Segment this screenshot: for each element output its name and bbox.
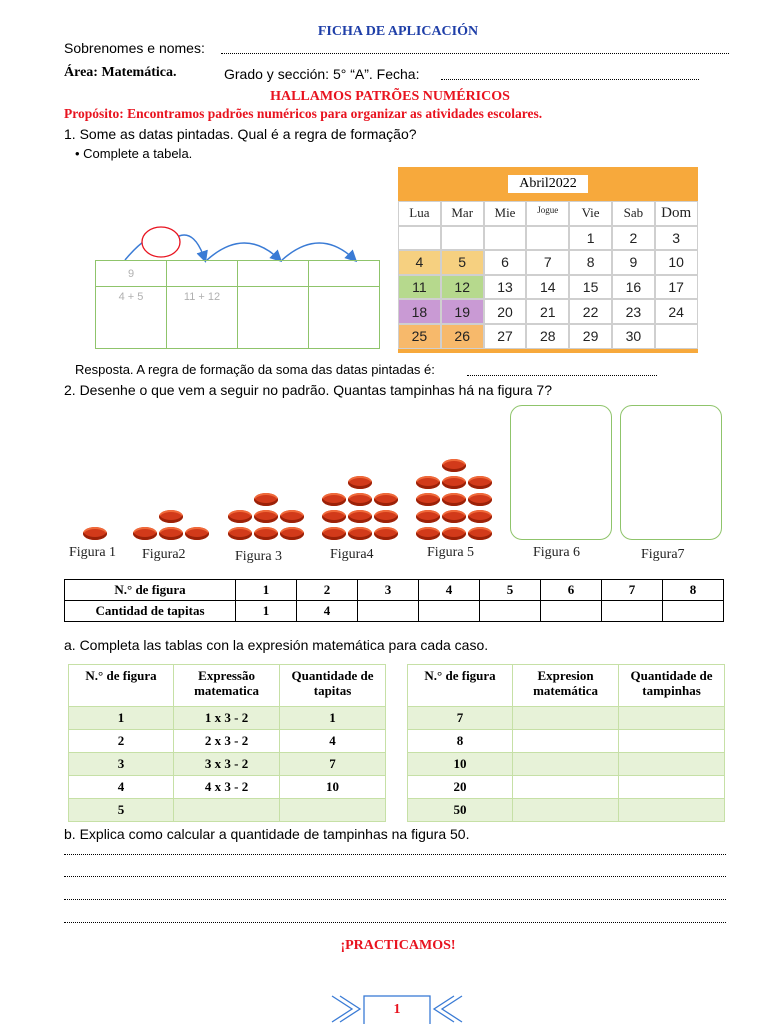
calendar-date: 28 — [526, 324, 569, 349]
bottle-cap — [254, 510, 278, 523]
calendar-date: 1 — [569, 226, 612, 251]
calendar-date: 5 — [441, 250, 484, 275]
bottle-cap — [83, 527, 107, 540]
calendar-day-header: Lua — [398, 201, 441, 226]
calendar-date: 24 — [655, 299, 698, 324]
figure-6-drawing-box[interactable] — [510, 405, 612, 540]
bottle-cap — [348, 493, 372, 506]
question-1: 1. Some as datas pintadas. Qual é a regra de formação? — [64, 126, 417, 142]
table-row — [408, 730, 725, 753]
figure-cell: 3 — [69, 753, 174, 776]
table-row — [408, 753, 725, 776]
expression-cell[interactable] — [513, 776, 619, 799]
bottle-cap — [416, 476, 440, 489]
quantity-cell[interactable]: 4 — [280, 730, 386, 753]
figure-cell: 10 — [408, 753, 513, 776]
question-2: 2. Desenhe o que vem a seguir no padrão. Quantas tampinhas há na figura 7? — [64, 382, 552, 398]
sum-cell[interactable] — [238, 261, 309, 287]
calendar-day-header: Dom — [655, 201, 698, 226]
calendar-date: 21 — [526, 299, 569, 324]
row-label: Cantidad de tapitas — [65, 601, 236, 622]
figure-cell: 5 — [69, 799, 174, 822]
row-label: N.° de figura — [65, 580, 236, 601]
figure-number: 2 — [297, 580, 358, 601]
table-row — [69, 753, 386, 776]
table-row — [69, 799, 386, 822]
bottle-cap — [468, 493, 492, 506]
sum-cell[interactable] — [309, 261, 380, 287]
calendar-date: 26 — [441, 324, 484, 349]
calendar-date: 9 — [612, 250, 655, 275]
figure-number: 4 — [419, 580, 480, 601]
bottle-cap — [374, 527, 398, 540]
figure-7-drawing-box[interactable] — [620, 405, 722, 540]
expression-cell[interactable]: 4 x 3 - 2 — [174, 776, 280, 799]
calendar-date: 22 — [569, 299, 612, 324]
figure-cell: 4 — [69, 776, 174, 799]
bottle-cap — [185, 527, 209, 540]
bottle-cap — [228, 510, 252, 523]
bottle-cap — [159, 527, 183, 540]
quantity-cell[interactable]: 10 — [280, 776, 386, 799]
section-title: HALLAMOS PATRÕES NUMÉRICOS — [270, 89, 510, 104]
complete-table-bullet: • Complete a tabela. — [75, 146, 193, 161]
calendar-day-header: Vie — [569, 201, 612, 226]
answer-line[interactable] — [64, 899, 726, 900]
table-row — [408, 707, 725, 730]
expression-cell[interactable] — [513, 707, 619, 730]
table-header: Quantidade de tapitas — [280, 665, 386, 707]
figure-label: Figura 3 — [235, 549, 283, 564]
expression-cell[interactable]: 1 x 3 - 2 — [174, 707, 280, 730]
quantity-cell[interactable] — [619, 776, 725, 799]
bottle-cap — [348, 476, 372, 489]
calendar-date — [526, 226, 569, 251]
calendar-date: 10 — [655, 250, 698, 275]
figure-cell: 8 — [408, 730, 513, 753]
calendar-grid — [398, 201, 698, 349]
expression-cell[interactable]: 3 x 3 - 2 — [174, 753, 280, 776]
names-field[interactable] — [221, 53, 729, 54]
sum-cell[interactable]: 11 + 12 — [167, 287, 238, 349]
quantity-cell[interactable] — [619, 730, 725, 753]
date-field[interactable] — [441, 79, 699, 80]
quantity-cell[interactable]: 1 — [280, 707, 386, 730]
bottle-cap — [442, 476, 466, 489]
calendar-date: 23 — [612, 299, 655, 324]
bottle-cap — [442, 510, 466, 523]
page-number: 1 — [393, 1002, 401, 1017]
answer-field[interactable] — [467, 375, 657, 376]
calendar-day-header: Mie — [484, 201, 527, 226]
table-row — [69, 707, 386, 730]
bottle-cap — [280, 510, 304, 523]
calendar-date: 2 — [612, 226, 655, 251]
bottle-cap — [374, 493, 398, 506]
cap-count-cell[interactable] — [358, 601, 419, 622]
cap-count-cell[interactable] — [419, 601, 480, 622]
bottle-cap — [133, 527, 157, 540]
sum-cell[interactable] — [167, 261, 238, 287]
question-b: b. Explica como calcular a quantidade de tampinhas na figura 50. — [64, 826, 470, 842]
sum-table — [95, 260, 380, 349]
bottle-cap — [416, 493, 440, 506]
cap-count-cell[interactable]: 4 — [297, 601, 358, 622]
expression-cell[interactable]: 2 x 3 - 2 — [174, 730, 280, 753]
figure-label: Figura2 — [142, 547, 186, 562]
expression-cell[interactable] — [513, 799, 619, 822]
calendar-day-header: Mar — [441, 201, 484, 226]
practice-heading: ¡PRACTICAMOS! — [340, 938, 456, 953]
expression-cell[interactable] — [174, 799, 280, 822]
bottle-cap — [228, 527, 252, 540]
table-row — [408, 799, 725, 822]
quantity-cell[interactable] — [619, 707, 725, 730]
sum-cell[interactable] — [238, 287, 309, 349]
bottle-cap — [468, 527, 492, 540]
quantity-cell[interactable] — [619, 753, 725, 776]
calendar-date: 18 — [398, 299, 441, 324]
bottle-cap — [280, 527, 304, 540]
calendar-day-header: Sab — [612, 201, 655, 226]
figure-number: 3 — [358, 580, 419, 601]
bottle-cap — [348, 527, 372, 540]
answer-line[interactable] — [64, 854, 726, 855]
calendar-title: Abril2022 — [508, 175, 588, 193]
calendar-date: 13 — [484, 275, 527, 300]
figure-number: 5 — [480, 580, 541, 601]
figure-cell: 1 — [69, 707, 174, 730]
bottle-cap — [254, 493, 278, 506]
quantity-cell[interactable]: 7 — [280, 753, 386, 776]
calendar-date: 16 — [612, 275, 655, 300]
answer-line[interactable] — [64, 922, 726, 923]
bottle-cap — [322, 493, 346, 506]
sum-cell[interactable]: 4 + 5 — [96, 287, 167, 349]
expression-table-right — [407, 664, 725, 822]
figure-label: Figura 6 — [533, 545, 581, 560]
quantity-cell[interactable] — [619, 799, 725, 822]
calendar-date: 19 — [441, 299, 484, 324]
figure-label: Figura 5 — [427, 545, 475, 560]
quantity-cell[interactable] — [280, 799, 386, 822]
calendar-date: 14 — [526, 275, 569, 300]
table-row — [408, 776, 725, 799]
calendar-date: 29 — [569, 324, 612, 349]
expression-cell[interactable] — [513, 753, 619, 776]
table-row — [69, 776, 386, 799]
bottle-cap — [322, 510, 346, 523]
grade-label: Grado y sección: 5° “A”. Fecha: — [224, 66, 420, 82]
figure-number: 8 — [663, 580, 724, 601]
calendar-date — [655, 324, 698, 349]
cap-count-cell[interactable] — [602, 601, 663, 622]
figure-number: 6 — [541, 580, 602, 601]
table-header: Expressão matematica — [174, 665, 280, 707]
bottle-cap — [442, 527, 466, 540]
names-label: Sobrenomes e nomes: — [64, 40, 205, 56]
figure-count-table — [64, 579, 724, 622]
calendar-date — [398, 226, 441, 251]
figure-label: Figura 1 — [69, 545, 117, 560]
figure-cell: 7 — [408, 707, 513, 730]
table-header: Expresion matemática — [513, 665, 619, 707]
answer-line[interactable] — [64, 876, 726, 877]
table-header: N.° de figura — [69, 665, 174, 707]
calendar-date — [484, 226, 527, 251]
calendar-date: 8 — [569, 250, 612, 275]
calendar-date: 3 — [655, 226, 698, 251]
cap-count-cell[interactable] — [480, 601, 541, 622]
cap-count-cell[interactable] — [541, 601, 602, 622]
calendar-date: 17 — [655, 275, 698, 300]
bottle-cap — [416, 510, 440, 523]
bottle-cap — [442, 493, 466, 506]
table-header: Quantidade de tampinhas — [619, 665, 725, 707]
figure-cell: 20 — [408, 776, 513, 799]
figure-number: 1 — [236, 580, 297, 601]
calendar-date: 30 — [612, 324, 655, 349]
cap-count-cell[interactable] — [663, 601, 724, 622]
calendar-date — [441, 226, 484, 251]
sum-cell[interactable] — [309, 287, 380, 349]
calendar-date: 20 — [484, 299, 527, 324]
calendar-date: 27 — [484, 324, 527, 349]
table-header: N.° de figura — [408, 665, 513, 707]
sum-cell[interactable]: 9 — [96, 261, 167, 287]
table-row — [69, 730, 386, 753]
bottle-cap — [159, 510, 183, 523]
figure-cell: 2 — [69, 730, 174, 753]
answer-label: Resposta. A regra de formação da soma das datas pintadas é: — [75, 362, 435, 377]
figure-cell: 50 — [408, 799, 513, 822]
bottle-cap — [348, 510, 372, 523]
bottle-cap — [322, 527, 346, 540]
calendar-date: 12 — [441, 275, 484, 300]
expression-cell[interactable] — [513, 730, 619, 753]
expression-table-left — [68, 664, 386, 822]
calendar-date: 15 — [569, 275, 612, 300]
bottle-cap — [374, 510, 398, 523]
bottle-cap — [468, 476, 492, 489]
calendar-date: 4 — [398, 250, 441, 275]
bottle-cap — [468, 510, 492, 523]
bottle-cap — [416, 527, 440, 540]
arrows-diagram — [95, 222, 385, 264]
cap-count-cell[interactable]: 1 — [236, 601, 297, 622]
area-label: Área: Matemática. — [64, 65, 177, 80]
worksheet-title: FICHA DE APLICACIÓN — [317, 24, 479, 39]
figure-label: Figura4 — [330, 547, 374, 562]
figure-number: 7 — [602, 580, 663, 601]
calendar-date: 25 — [398, 324, 441, 349]
calendar-date: 6 — [484, 250, 527, 275]
purpose-text: Propósito: Encontramos padrões numéricos para organizar as atividades escolares. — [64, 106, 543, 121]
calendar-date: 11 — [398, 275, 441, 300]
bottle-cap — [254, 527, 278, 540]
bottle-cap — [442, 459, 466, 472]
calendar-day-header: Jogue — [526, 201, 569, 226]
calendar-date: 7 — [526, 250, 569, 275]
figure-label: Figura7 — [641, 547, 685, 562]
question-a: a. Completa las tablas con la expresión matemática para cada caso. — [64, 637, 489, 653]
